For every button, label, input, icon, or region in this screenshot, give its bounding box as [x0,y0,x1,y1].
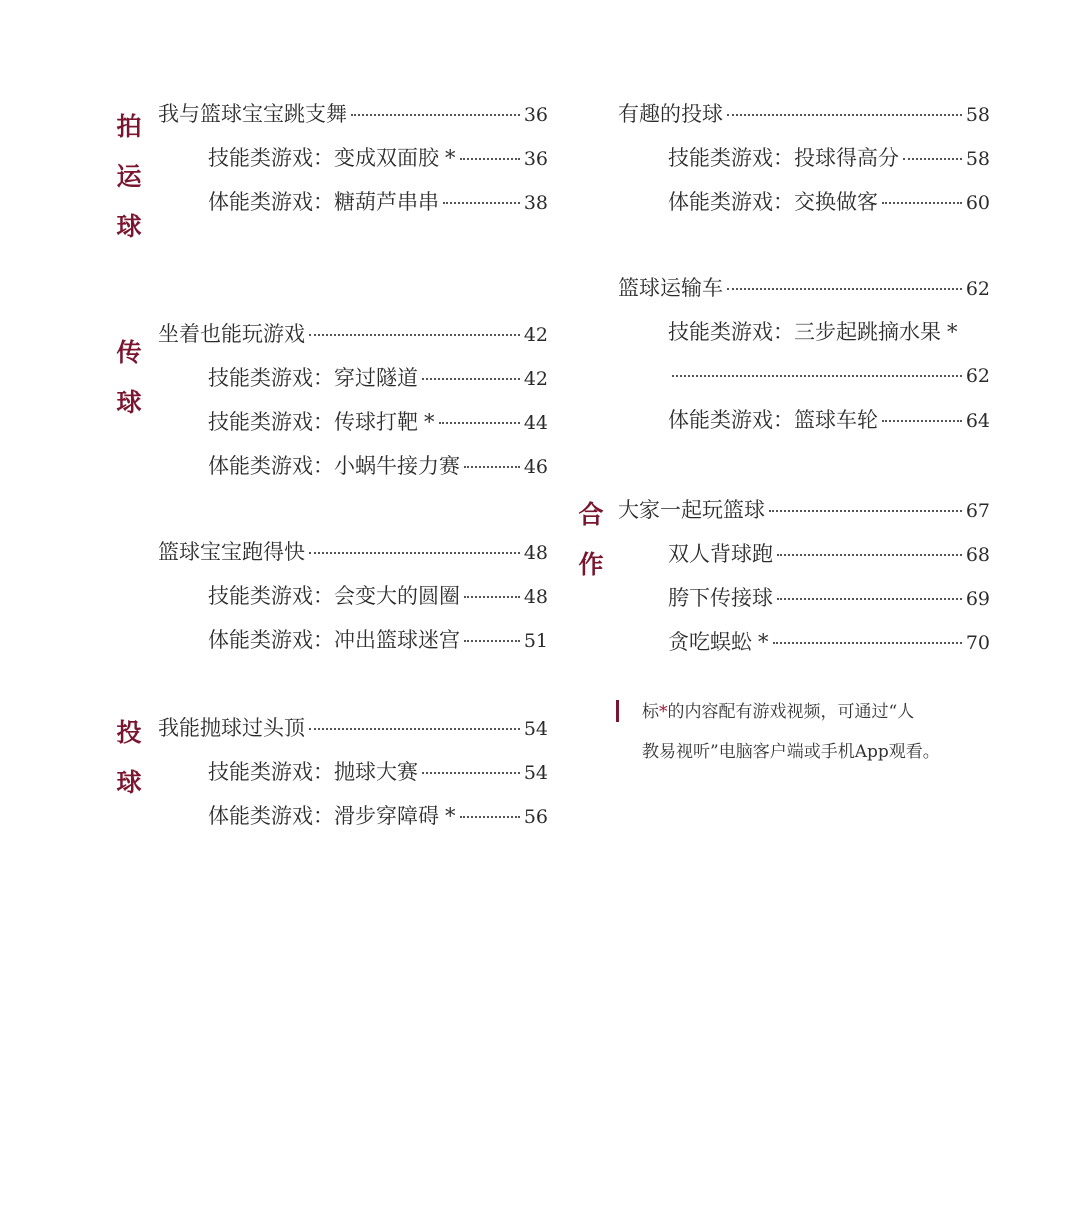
chapter-label-char: 合 [578,500,604,529]
toc-game-entry[interactable] [618,180,990,224]
entry-title: 体能类游戏：滑步穿障碍 [208,804,439,828]
page-number: 36 [523,104,548,126]
chapter-entries [158,92,548,224]
toc-section-entry[interactable] [158,92,548,136]
video-star-icon: * [758,630,769,654]
toc-game-entry[interactable] [618,310,990,354]
page-number: 36 [523,148,548,170]
page-number: 51 [523,630,548,652]
dot-leader [460,158,520,160]
entry-title: 技能类游戏：穿过隧道 [208,366,418,390]
dot-leader [464,466,520,468]
chapter-label-char: 作 [578,550,604,579]
page-number: 70 [965,632,990,654]
note-line-1 [618,692,988,732]
video-note [618,692,988,772]
chapter-entries [618,488,990,664]
note-line-2: 教易视听”电脑客户端或手机App观看。 [642,742,940,762]
page-number: 42 [523,324,548,346]
page-number: 48 [523,542,548,564]
dot-leader [464,596,520,598]
chapter-label-char: 投 [116,718,142,747]
dot-leader [351,114,520,116]
entry-title: 技能类游戏：抛球大赛 [208,760,418,784]
chapter-label-char: 拍 [116,112,142,141]
dot-leader [460,816,520,818]
dot-leader [464,640,520,642]
dot-leader [309,552,520,554]
video-star-icon: * [445,146,456,170]
video-star-icon: * [424,410,435,434]
toc-game-entry[interactable] [158,356,548,400]
toc-game-entry[interactable] [158,794,548,838]
entry-title: 有趣的投球 [618,102,723,126]
page-number: 38 [523,192,548,214]
page-number: 56 [523,806,548,828]
dot-leader [443,202,520,204]
note-line-1-text: 的内容配有游戏视频，可通过“人 [667,702,915,722]
section-gap [158,488,548,530]
dot-leader [903,158,962,160]
chapter-label-char: 球 [116,768,142,797]
note-star: * [659,702,668,722]
entry-title: 贪吃蜈蚣 [668,630,752,654]
toc-section-entry[interactable] [158,312,548,356]
toc-game-entry[interactable] [158,574,548,618]
page-number: 67 [965,500,990,522]
entry-title: 我能抛球过头顶 [158,716,305,740]
entry-title: 篮球运输车 [618,276,723,300]
toc-section-entry[interactable] [158,706,548,750]
entry-title: 我与篮球宝宝跳支舞 [158,102,347,126]
entry-title: 大家一起玩篮球 [618,498,765,522]
entry-title: 技能类游戏：三步起跳摘水果 [668,320,941,344]
entry-title: 体能类游戏：小蜗牛接力赛 [208,454,460,478]
dot-leader [777,598,962,600]
chapter-label-char: 球 [116,388,142,417]
chapter-entries [158,312,548,662]
chapter-label [108,328,150,428]
dot-leader [439,422,520,424]
page-number: 58 [965,148,990,170]
page-number: 62 [965,365,990,387]
entry-title: 篮球宝宝跑得快 [158,540,305,564]
toc-game-entry[interactable] [158,750,548,794]
entry-title: 体能类游戏：糖葫芦串串 [208,190,439,214]
page-number: 64 [965,410,990,432]
dot-leader [727,114,962,116]
dot-leader [777,554,962,556]
toc-game-entry[interactable] [618,532,990,576]
page-number: 48 [523,586,548,608]
entry-title: 技能类游戏：投球得高分 [668,146,899,170]
toc-game-entry[interactable] [618,136,990,180]
toc-section-entry[interactable] [618,92,990,136]
entry-title: 坐着也能玩游戏 [158,322,305,346]
entry-title: 技能类游戏：传球打靶 [208,410,418,434]
page-number: 62 [965,278,990,300]
video-star-icon: * [947,320,958,344]
toc-section-entry[interactable] [158,530,548,574]
page-number: 42 [523,368,548,390]
toc-game-entry[interactable] [618,620,990,664]
dot-leader [422,378,520,380]
toc-game-entry[interactable] [158,180,548,224]
chapter-label-char: 传 [116,338,142,367]
toc-section-entry[interactable] [618,488,990,532]
toc-game-entry[interactable] [158,618,548,662]
page-number: 68 [965,544,990,566]
chapter-label [108,102,150,252]
video-star-icon: * [445,804,456,828]
chapter-entries [618,92,990,442]
page-number: 69 [965,588,990,610]
chapter-entries [158,706,548,838]
chapter-label [570,490,612,590]
entry-title: 体能类游戏：交换做客 [668,190,878,214]
toc-game-entry[interactable] [158,400,548,444]
note-accent-bar [616,700,619,722]
page-number: 46 [523,456,548,478]
dot-leader [773,642,962,644]
toc-game-entry[interactable] [618,398,990,442]
dot-leader [727,288,962,290]
chapter-label-char: 球 [116,212,142,241]
page-number: 44 [523,412,548,434]
toc-game-entry[interactable] [618,576,990,620]
dot-leader [422,772,520,774]
entry-title: 体能类游戏：篮球车轮 [668,408,878,432]
toc-section-entry[interactable] [618,266,990,310]
toc-game-entry[interactable] [618,354,990,398]
entry-title: 技能类游戏：会变大的圆圈 [208,584,460,608]
note-prefix: 标 [642,702,659,722]
entry-title: 双人背球跑 [668,542,773,566]
entry-title: 技能类游戏：变成双面胶 [208,146,439,170]
page-number: 58 [965,104,990,126]
dot-leader [882,420,962,422]
toc-game-entry[interactable] [158,444,548,488]
dot-leader [309,334,520,336]
section-gap [618,224,990,266]
chapter-label-char: 运 [116,162,142,191]
entry-title: 体能类游戏：冲出篮球迷宫 [208,628,460,652]
toc-game-entry[interactable] [158,136,548,180]
dot-leader [769,510,962,512]
entry-title: 胯下传接球 [668,586,773,610]
dot-leader [672,375,962,377]
page-number: 54 [523,762,548,784]
dot-leader [309,728,520,730]
page-number: 54 [523,718,548,740]
page-number: 60 [965,192,990,214]
dot-leader [882,202,962,204]
chapter-label [108,708,150,808]
